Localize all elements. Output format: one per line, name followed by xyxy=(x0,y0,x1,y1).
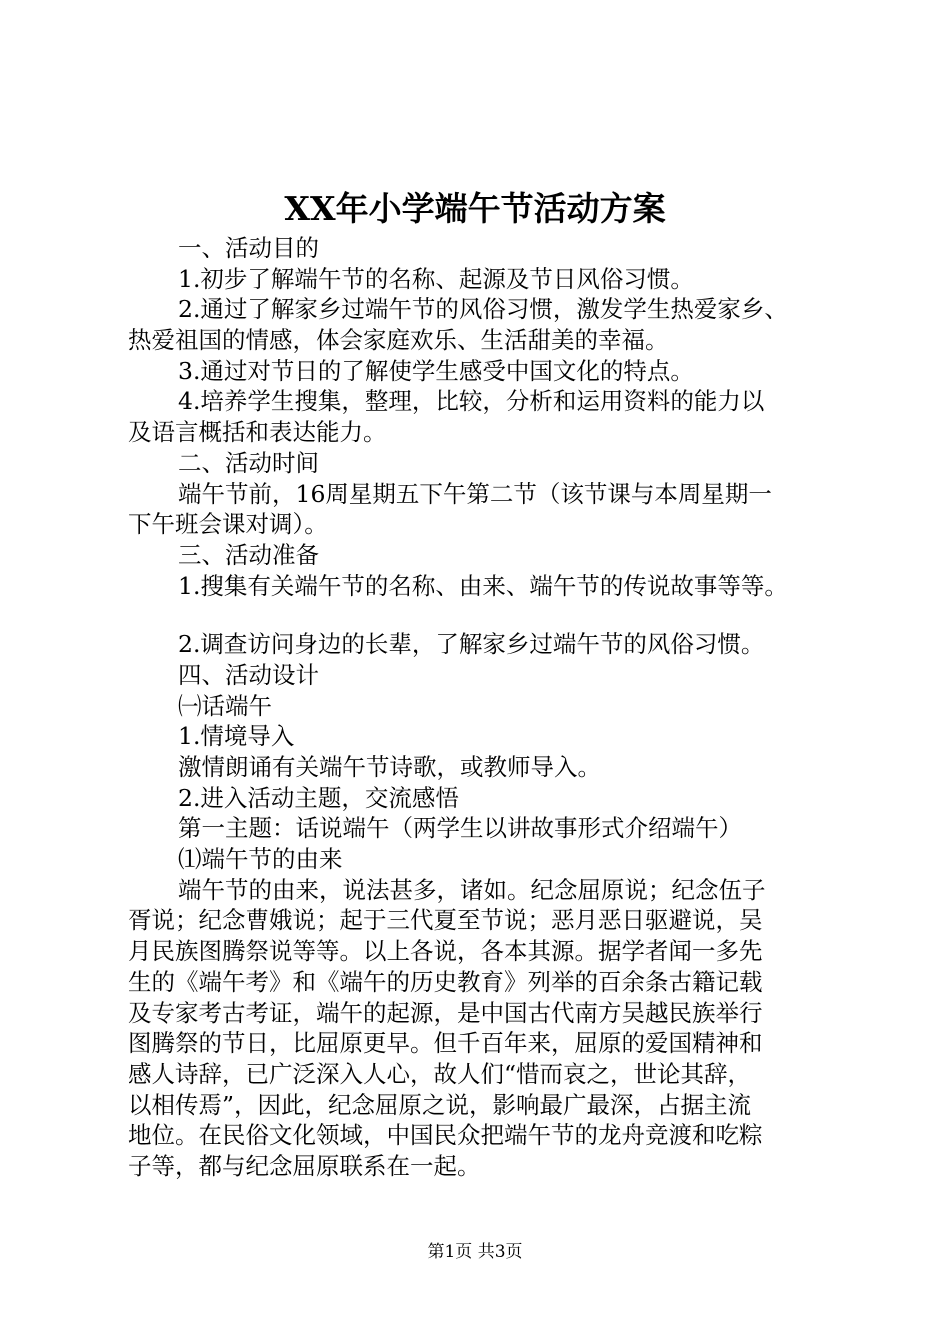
document-title: XX年小学端午节活动方案 xyxy=(284,189,666,228)
paragraph-line: 地位。在民俗文化领域，中国民众把端午节的龙舟竞渡和吃粽 xyxy=(128,1121,763,1150)
document-body xyxy=(128,233,854,1182)
paragraph-line: 端午节的由来，说法甚多，诸如。纪念屈原说；纪念伍子 xyxy=(178,875,766,904)
paragraph-line: 月民族图腾祭说等等。以上各说，各本其源。据学者闻一多先 xyxy=(128,937,763,966)
paragraph-line: 2.通过了解家乡过端午节的风俗习惯，激发学生热爱家乡、 xyxy=(178,295,788,324)
paragraph-line: 4.培养学生搜集，整理，比较，分析和运用资料的能力以 xyxy=(178,387,765,416)
subsection-heading: ㈠话端午 xyxy=(178,691,272,720)
paragraph-line: 及语言概括和表达能力。 xyxy=(128,418,387,447)
paragraph-line: 2.进入活动主题，交流感悟 xyxy=(178,783,459,812)
paragraph-line: 端午节前，16周星期五下午第二节（该节课与本周星期一 xyxy=(178,479,772,508)
paragraph-line: 2.调查访问身边的长辈，了解家乡过端午节的风俗习惯。 xyxy=(178,630,765,659)
paragraph-line: 及专家考古考证，端午的起源，是中国古代南方吴越民族举行 xyxy=(128,998,763,1027)
paragraph-line: ⑴端午节的由来 xyxy=(178,845,343,874)
paragraph-line: 图腾祭的节日，比屈原更早。但千百年来，屈原的爱国精神和 xyxy=(128,1029,763,1058)
paragraph-line: 3.通过对节日的了解使学生感受中国文化的特点。 xyxy=(178,356,694,385)
paragraph-line: 子等，都与纪念屈原联系在一起。 xyxy=(128,1151,481,1180)
paragraph-line: 下午班会课对调）。 xyxy=(128,510,328,539)
paragraph-line: 热爱祖国的情感，体会家庭欢乐、生活甜美的幸福。 xyxy=(128,326,669,355)
paragraph-line: 感人诗辞，已广泛深入人心，故人们“惜而哀之，世论其辞， xyxy=(128,1059,752,1088)
section-heading-preparation: 三、活动准备 xyxy=(178,540,319,569)
paragraph-line: 第一主题：话说端午（两学生以讲故事形式介绍端午） xyxy=(178,814,742,843)
paragraph-line: 1.初步了解端午节的名称、起源及节日风俗习惯。 xyxy=(178,264,694,293)
paragraph-line: 激情朗诵有关端午节诗歌，或教师导入。 xyxy=(178,753,601,781)
paragraph-line: 1.情境导入 xyxy=(178,722,295,751)
paragraph-line: 胥说；纪念曹娥说；起于三代夏至节说；恶月恶日驱避说，吴 xyxy=(128,906,763,935)
section-heading-design: 四、活动设计 xyxy=(178,660,319,689)
blank-line xyxy=(128,601,854,629)
paragraph-line: 1.搜集有关端午节的名称、由来、端午节的传说故事等等。 xyxy=(178,571,788,600)
section-heading-purpose: 一、活动目的 xyxy=(178,234,319,262)
section-heading-time: 二、活动时间 xyxy=(178,448,319,477)
paragraph-line: 以相传焉”，因此，纪念屈原之说，影响最广最深，占据主流 xyxy=(128,1090,752,1119)
paragraph-line: 生的《端午考》和《端午的历史教育》列举的百余条古籍记载 xyxy=(128,967,763,996)
page-number-footer: 第1页 共3页 xyxy=(427,1242,523,1262)
